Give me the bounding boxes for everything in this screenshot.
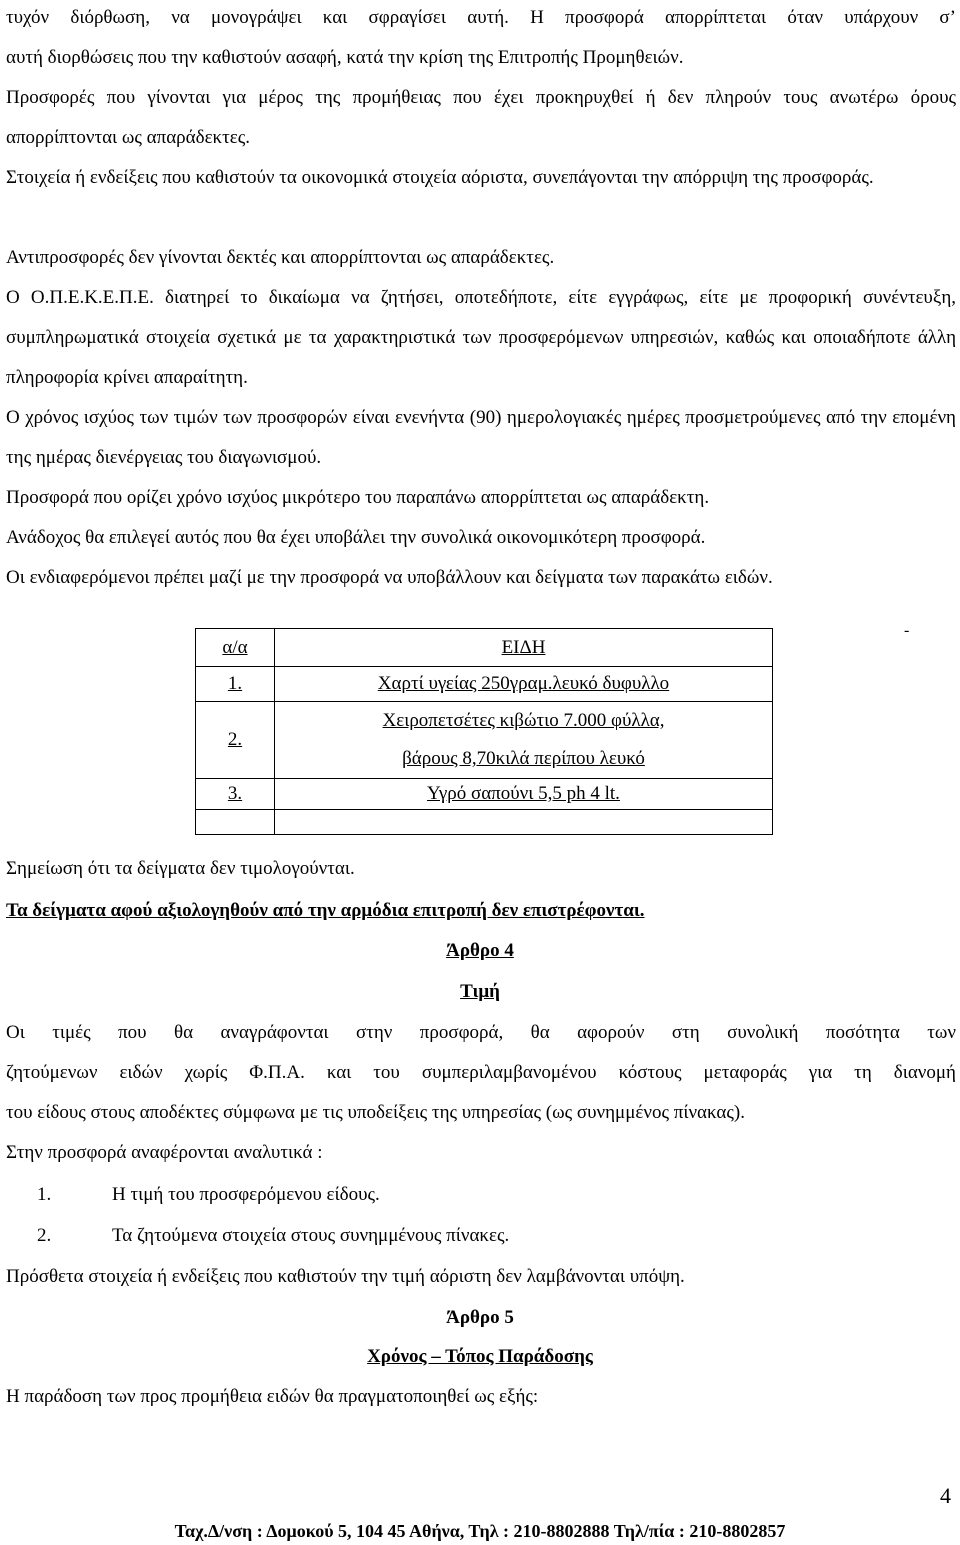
list-text: Η τιμή του προσφερόμενου είδους. [112,1184,380,1205]
cell-empty [196,810,275,835]
paragraph: Ανάδοχος θα επιλεγεί αυτός που θα έχει υποβάλει την συνολικά οικονομικότερη προσφορά. [6,527,706,548]
cell-item-line: Χειροπετσέτες κιβώτιο 7.000 φύλλα, [382,710,665,731]
paragraph: Ο Ο.Π.Ε.Κ.Ε.Π.Ε. διατηρεί το δικαίωμα να ζητήσει, οποτεδήποτε, είτε εγγράφως, είτε με προφορική συνέντευξη, συμπληρωματικά στοιχεία σχετικά με τα χαρακτηριστικά των προσφερόμενων υπηρεσιών, καθώς και οποιαδήποτε άλλη πληροφορία κρίνει απαραίτητη. [6,287,956,388]
paragraph: Οι ενδιαφερόμενοι πρέπει μαζί με την προσφορά να υποβάλλουν και δείγματα των παρακάτω ειδών. [6,567,773,588]
paragraph-line: Οι τιμές που θα αναγράφονται στην προσφορά, θα αφορούν στη συνολική ποσότητα των [6,1022,956,1043]
table-header-row [196,629,773,667]
cell-item: Χαρτί υγείας 250γραμ.λευκό δυφυλλο [275,667,773,702]
list-number: 2. [37,1225,52,1246]
cell-item-line: βάρους 8,70κιλά περίπου λευκό [402,748,645,769]
cell-number: 1. [196,667,275,702]
paragraph: Αντιπροσφορές δεν γίνονται δεκτές και απορρίπτονται ως απαράδεκτες. [6,247,555,268]
paragraph: Στην προσφορά αναφέρονται αναλυτικά : [6,1142,323,1163]
article-heading: Άρθρο 4 [446,940,514,961]
header-cell-items: ΕΙΔΗ [275,629,773,667]
paragraph-line: αυτή διορθώσεις που την καθιστούν ασαφή, κατά την κρίση της Επιτροπής Προμηθειών. [6,47,684,68]
cell-item [275,702,773,779]
paragraph: Προσφορά που ορίζει χρόνο ισχύος μικρότερο του παραπάνω απορρίπτεται ως απαράδεκτη. [6,487,710,508]
list-item [37,1175,380,1215]
article-heading: Άρθρο 5 [446,1307,514,1328]
paragraph-line: τυχόν διόρθωση, να μονογράψει και σφραγίσει αυτή. Η προσφορά απορρίπτεται όταν υπάρχουν σ’ [6,7,956,28]
paragraph: Στοιχεία ή ενδείξεις που καθιστούν τα οικονομικά στοιχεία αόριστα, συνεπάγονται την απόρριψη της προσφοράς. [6,167,874,188]
samples-table [195,628,773,835]
paragraph: Πρόσθετα στοιχεία ή ενδείξεις που καθιστούν την τιμή αόριστη δεν λαμβάνονται υπόψη. [6,1266,685,1287]
table-row-empty [196,810,773,835]
list-item [37,1216,509,1256]
note: Σημείωση ότι τα δείγματα δεν τιμολογούνται. [6,858,355,879]
paragraph: Η παράδοση των προς προμήθεια ειδών θα πραγματοποιηθεί ως εξής: [6,1386,539,1407]
article-subheading: Χρόνος – Τόπος Παράδοσης [367,1346,593,1367]
cell-item: Υγρό σαπούνι 5,5 ph 4 lt. [275,779,773,810]
paragraph: Προσφορές που γίνονται για μέρος της προμήθειας που έχει προκηρυχθεί ή δεν πληρούν τους ανωτέρω όρους απορρίπτονται ως απαράδεκτες. [6,87,956,148]
table-row [196,667,773,702]
paragraph-line: ζητούμενων ειδών χωρίς Φ.Π.Α. και του συμπεριλαμβανομένου κόστους μεταφοράς για τη διανομή [6,1062,956,1083]
list-text: Τα ζητούμενα στοιχεία στους συνημμένους πίνακες. [112,1225,510,1246]
table-row [196,779,773,810]
page-number: 4 [940,1483,951,1508]
cell-empty [275,810,773,835]
table-row [196,702,773,779]
list-number: 1. [37,1184,52,1205]
paragraph: Ο χρόνος ισχύος των τιμών των προσφορών είναι ενενήντα (90) ημερολογιακές ημέρες προσμετρούμενες από την επομένη της ημέρας διενέργειας του διαγωνισμού. [6,407,956,468]
footer-address: Ταχ.Δ/νση : Δομοκού 5, 104 45 Αθήνα, Τηλ : 210-8802888 Τηλ/πία : 210-8802857 [174,1521,786,1541]
note-bold: Τα δείγματα αφού αξιολογηθούν από την αρμόδια επιτροπή δεν επιστρέφονται. [6,900,645,921]
cell-number: 3. [196,779,275,810]
header-cell-number: α/α [196,629,275,667]
side-mark: - [904,622,910,639]
paragraph-line: του είδους στους αποδέκτες σύμφωνα με τις υποδείξεις της υπηρεσίας (ως συνημμένος πίνακας). [6,1102,745,1123]
article-subheading: Τιμή [460,981,500,1002]
cell-number: 2. [196,702,275,779]
